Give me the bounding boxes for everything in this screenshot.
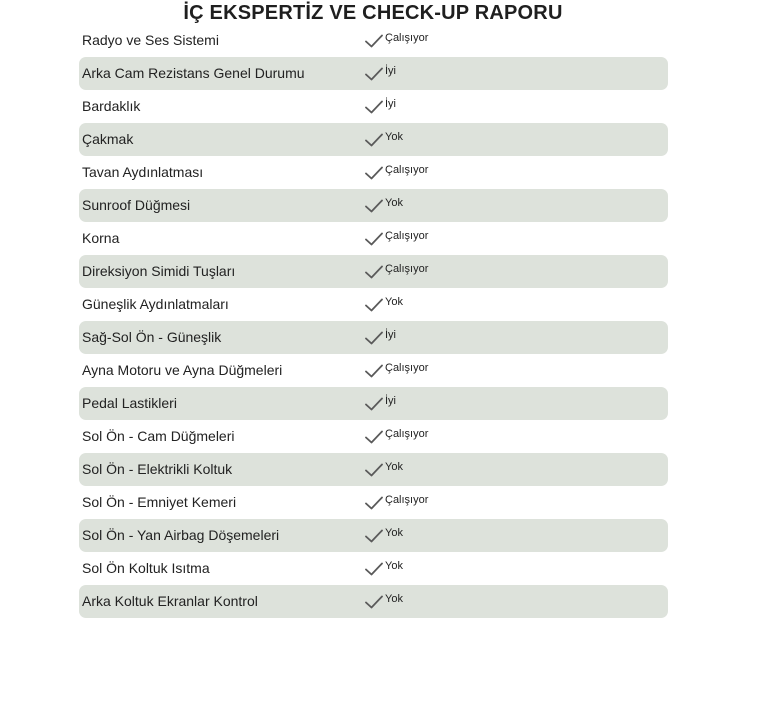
item-status: [364, 486, 428, 519]
status-text: Çalışıyor: [385, 229, 429, 242]
item-status: [364, 321, 396, 354]
checkmark-icon: [364, 231, 384, 247]
item-status: [364, 90, 396, 123]
list-item: [79, 354, 668, 387]
checkmark-icon: [364, 165, 384, 181]
item-label: Direksiyon Simidi Tuşları: [82, 263, 236, 279]
list-item: [79, 222, 668, 255]
status-text: Çalışıyor: [385, 493, 429, 506]
item-label: Sol Ön - Cam Düğmeleri: [82, 428, 235, 444]
list-item: [79, 24, 668, 57]
checkmark-icon: [364, 330, 384, 346]
status-text: Çalışıyor: [385, 163, 429, 176]
status-text: Çalışıyor: [385, 427, 429, 440]
checkmark-icon: [364, 495, 384, 511]
list-item: [79, 288, 668, 321]
status-text: İyi: [385, 64, 396, 77]
status-text: İyi: [385, 328, 396, 341]
item-status: [364, 288, 403, 321]
item-label: Sağ-Sol Ön - Güneşlik: [82, 329, 222, 345]
checkmark-icon: [364, 462, 384, 478]
checkmark-icon: [364, 429, 384, 445]
item-status: [364, 585, 403, 618]
checkup-list: [79, 24, 668, 618]
item-label: Sunroof Düğmesi: [82, 197, 191, 213]
status-text: Yok: [385, 295, 403, 308]
checkmark-icon: [364, 561, 384, 577]
checkmark-icon: [364, 297, 384, 313]
list-item: [79, 90, 668, 123]
checkmark-icon: [364, 132, 384, 148]
checkmark-icon: [364, 396, 384, 412]
status-text: Çalışıyor: [385, 361, 429, 374]
item-label: Arka Koltuk Ekranlar Kontrol: [82, 593, 258, 609]
list-item: [79, 57, 668, 90]
report-title: İÇ EKSPERTİZ VE CHECK-UP RAPORU: [183, 2, 563, 24]
item-label: Sol Ön - Emniyet Kemeri: [82, 494, 237, 510]
status-text: Çalışıyor: [385, 262, 429, 275]
status-text: Yok: [385, 130, 403, 143]
item-label: Arka Cam Rezistans Genel Durumu: [82, 65, 305, 81]
item-label: Çakmak: [82, 131, 134, 147]
list-item: [79, 552, 668, 585]
item-status: [364, 222, 428, 255]
list-item: [79, 156, 668, 189]
status-text: Yok: [385, 559, 403, 572]
list-item: [79, 486, 668, 519]
item-label: Tavan Aydınlatması: [82, 164, 204, 180]
item-status: [364, 189, 403, 222]
item-status: [364, 57, 396, 90]
item-status: [364, 552, 403, 585]
status-text: Yok: [385, 592, 403, 605]
checkmark-icon: [364, 99, 384, 115]
item-status: [364, 453, 403, 486]
item-label: Pedal Lastikleri: [82, 395, 177, 411]
item-status: [364, 354, 428, 387]
checkmark-icon: [364, 264, 384, 280]
item-status: [364, 255, 428, 288]
item-label: Sol Ön - Elektrikli Koltuk: [82, 461, 233, 477]
checkmark-icon: [364, 594, 384, 610]
item-status: [364, 420, 428, 453]
list-item: [79, 453, 668, 486]
item-status: [364, 387, 396, 420]
item-label: Sol Ön - Yan Airbag Döşemeleri: [82, 527, 280, 543]
item-label: Güneşlik Aydınlatmaları: [82, 296, 229, 312]
list-item: [79, 189, 668, 222]
item-status: [364, 123, 403, 156]
status-text: Yok: [385, 196, 403, 209]
status-text: İyi: [385, 394, 396, 407]
checkmark-icon: [364, 66, 384, 82]
checkmark-icon: [364, 198, 384, 214]
status-text: İyi: [385, 97, 396, 110]
item-label: Korna: [82, 230, 120, 246]
item-status: [364, 519, 403, 552]
item-status: [364, 156, 428, 189]
status-text: Çalışıyor: [385, 31, 429, 44]
list-item: [79, 420, 668, 453]
checkmark-icon: [364, 363, 384, 379]
list-item: [79, 321, 668, 354]
status-text: Yok: [385, 460, 403, 473]
list-item: [79, 255, 668, 288]
list-item: [79, 387, 668, 420]
checkmark-icon: [364, 33, 384, 49]
item-label: Radyo ve Ses Sistemi: [82, 32, 219, 48]
item-label: Ayna Motoru ve Ayna Düğmeleri: [82, 362, 283, 378]
item-label: Bardaklık: [82, 98, 141, 114]
item-status: [364, 24, 428, 57]
list-item: [79, 123, 668, 156]
checkmark-icon: [364, 528, 384, 544]
status-text: Yok: [385, 526, 403, 539]
list-item: [79, 519, 668, 552]
item-label: Sol Ön Koltuk Isıtma: [82, 560, 210, 576]
list-item: [79, 585, 668, 618]
